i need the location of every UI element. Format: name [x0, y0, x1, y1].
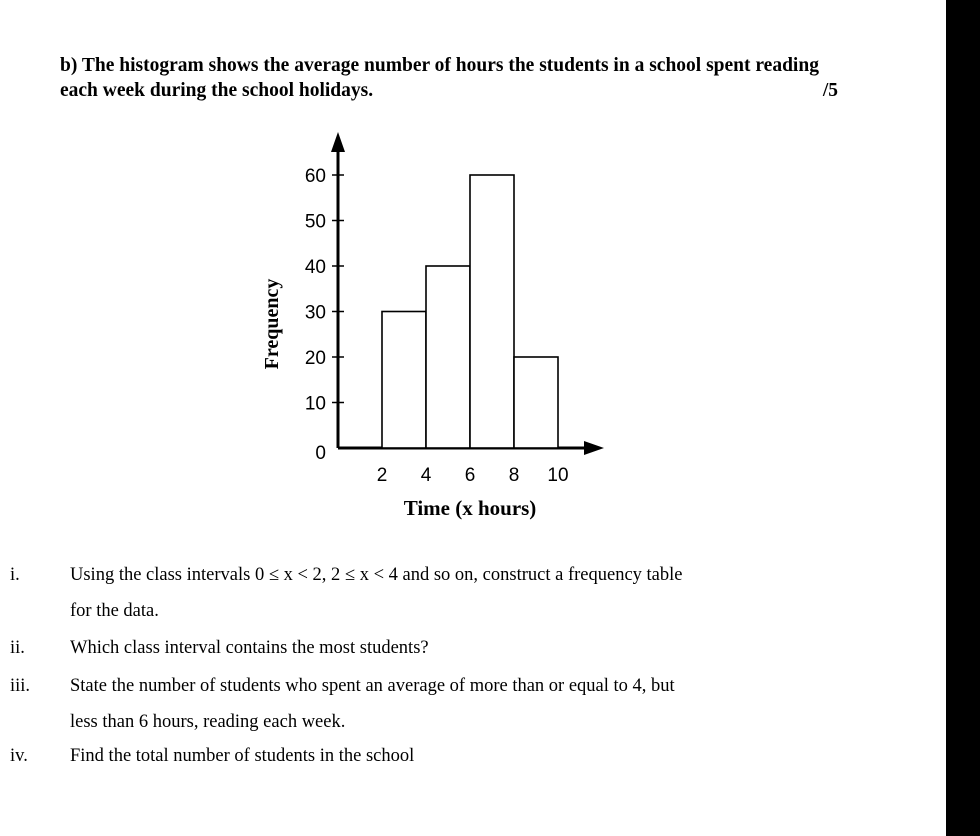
y-axis-arrow [331, 132, 345, 152]
question-heading [60, 53, 890, 103]
right-edge-bar [946, 0, 980, 836]
y-tick-label: 30 [304, 302, 326, 324]
part-text-line: State the number of students who spent an average of more than or equal to 4, but [70, 676, 675, 696]
part-text-line: Using the class intervals 0 ≤ x < 2, 2 ≤ x < 4 and so on, construct a frequency table [70, 565, 683, 585]
x-tick-label: 8 [508, 465, 520, 486]
x-tick-label: 2 [376, 465, 388, 486]
heading-line-1: b) The histogram shows the average number of hours the students in a school spent reading [60, 55, 819, 76]
chart-bars [382, 175, 558, 448]
y-tick-label: 20 [304, 348, 326, 369]
question-part-1 [10, 558, 940, 630]
x-tick-label: 10 [547, 465, 569, 486]
part-text-line: for the data. [70, 601, 159, 621]
x-ticks [377, 465, 569, 486]
part-text-line: Which class interval contains the most students? [70, 638, 429, 658]
y-axis-label: Frequency [261, 278, 283, 370]
y-tick-label: 60 [304, 166, 326, 187]
x-axis-label: Time (x hours) [403, 496, 537, 520]
x-tick-label: 6 [464, 465, 476, 486]
y-tick-label: 40 [304, 257, 326, 278]
part-text-line: less than 6 hours, reading each week. [70, 712, 346, 732]
question-part-3 [10, 669, 940, 741]
marks-label: /5 [822, 80, 838, 101]
x-axis-arrow [584, 441, 604, 455]
y-tick-label: 10 [304, 393, 326, 415]
heading-line-2: each week during the school holidays. [60, 80, 374, 101]
histogram-bar-2 [426, 266, 470, 448]
part-number: iii. [10, 676, 31, 696]
histogram-bar-1 [382, 312, 426, 449]
part-text-line: Find the total number of students in the school [70, 746, 415, 766]
x-tick-label: 4 [420, 465, 432, 486]
y-tick-label: 50 [304, 211, 326, 233]
part-number: i. [10, 565, 20, 585]
part-number: ii. [10, 638, 25, 658]
question-part-2 [10, 631, 940, 667]
part-number: iv. [10, 746, 28, 766]
question-part-4 [10, 739, 940, 775]
y-tick-label: 0 [315, 443, 326, 464]
histogram-bar-4 [514, 357, 558, 448]
histogram-bar-3 [470, 175, 514, 448]
histogram-chart [240, 128, 620, 528]
